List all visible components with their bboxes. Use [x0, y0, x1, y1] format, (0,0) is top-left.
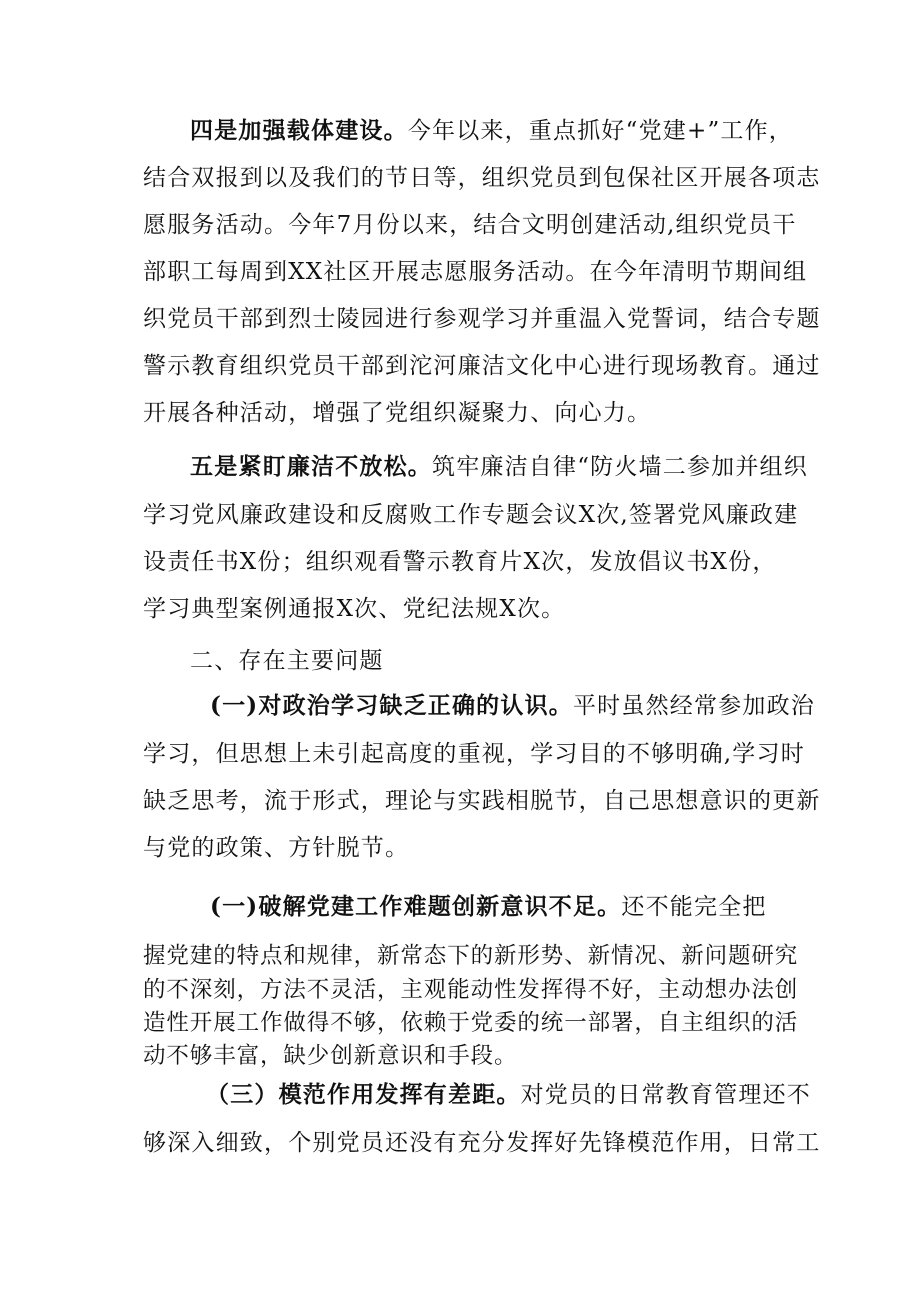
section-title: 二、存在主要问题 — [190, 648, 384, 674]
paragraph-text: 还不能完全把 — [621, 894, 767, 920]
paragraph-line: 警示教育组织党员干部到沱河廉洁文化中心进行现场教育。通过 — [143, 353, 821, 379]
paragraph-line: 动不够丰富，缺少创新意识和手段。 — [143, 1043, 518, 1069]
paragraph-line: 愿服务活动。今年7月份以来，结合文明创建活动,组织党员干 — [143, 212, 797, 238]
paragraph-line: 开展各种活动，增强了党组织凝聚力、向心力。 — [143, 400, 652, 426]
paragraph-line — [190, 452, 840, 482]
paragraph-text: 筑牢廉洁自律“防火墙二参加并组织 — [432, 454, 808, 480]
paragraph-line: 结合双报到以及我们的节日等，组织党员到包保社区开展各项志 — [143, 165, 821, 191]
paragraph-text: 平时虽然经常参加政治 — [572, 693, 815, 719]
paragraph-line: 握党建的特点和规律，新常态下的新形势、新情况、新问题研究 — [143, 943, 799, 969]
paragraph-heading: (一)对政治学习缺乏正确的认识。 — [210, 692, 573, 719]
paragraph-line: 织党员干部到烈士陵园进行参观学习并重温入党誓词，结合专题 — [143, 306, 821, 332]
paragraph-heading: 五是紧盯廉洁不放松。 — [190, 453, 432, 480]
paragraph-line: 造性开展工作做得不够，依赖于党委的统一部署，自主组织的活 — [143, 1010, 799, 1036]
paragraph-heading: （三）模范作用发挥有差距。 — [206, 1081, 521, 1108]
paragraph-line: 的不深刻，方法不灵活，主观能动性发挥得不好，主动想办法创 — [143, 977, 799, 1003]
paragraph-text: 对党员的日常教育管理还不 — [520, 1082, 812, 1108]
paragraph-line: 学习党风廉政建设和反腐败工作专题会议X次,签署党风廉政建 — [143, 502, 799, 528]
paragraph-line: 与党的政策、方针脱节。 — [143, 835, 410, 861]
paragraph-line: 够深入细致，个别党员还没有充分发挥好先锋模范作用，日常工 — [143, 1130, 821, 1156]
paragraph-line — [190, 116, 840, 146]
paragraph-text: 今年以来，重点抓好“党建+”工作， — [407, 118, 794, 144]
paragraph-line — [210, 892, 860, 922]
paragraph-line: 缺乏思考，流于形式，理论与实践相脱节，自己思想意识的更新 — [143, 788, 821, 814]
paragraph-line: 学习典型案例通报X次、党纪法规X次。 — [143, 596, 566, 622]
paragraph-line — [206, 1080, 856, 1110]
paragraph-heading: (一)破解党建工作难题创新意识不足。 — [210, 893, 622, 920]
paragraph-line: 学习，但思想上未引起高度的重视，学习目的不够明确,学习时 — [143, 741, 805, 767]
paragraph-line: 设责任书X份；组织观看警示教育片X次，发放倡议书X份， — [143, 549, 777, 575]
paragraph-line — [210, 691, 860, 721]
paragraph-line: 部职工每周到XX社区开展志愿服务活动。在今年清明节期间组 — [143, 259, 808, 285]
paragraph-heading: 四是加强载体建设。 — [190, 117, 408, 144]
